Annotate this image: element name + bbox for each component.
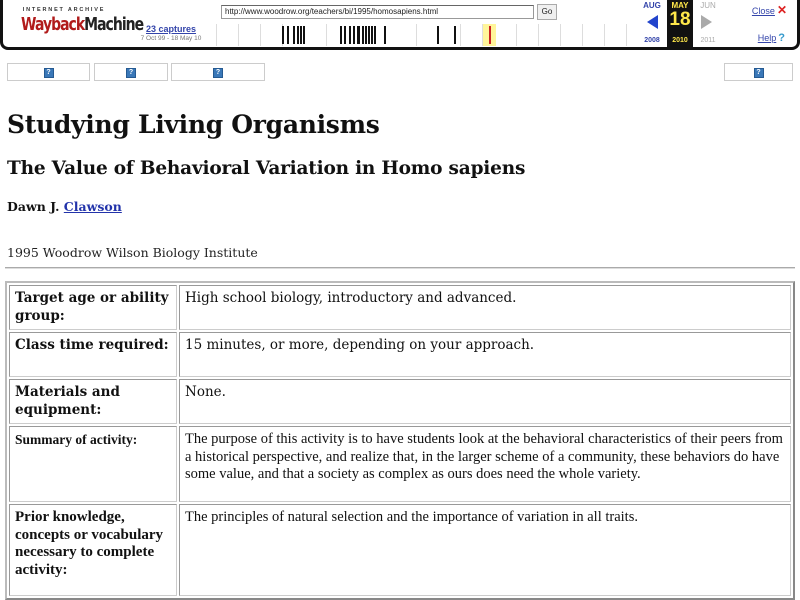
- captures-link[interactable]: 23 captures: [145, 24, 197, 34]
- broken-image-icon: ?: [126, 68, 136, 78]
- internet-archive-label: INTERNET ARCHIVE: [22, 7, 106, 13]
- page-title: Studying Living Organisms: [7, 110, 380, 139]
- next-arrow-icon: [701, 15, 712, 29]
- table-row: [9, 332, 791, 377]
- close-link[interactable]: Close: [751, 6, 775, 16]
- table-row: [9, 285, 791, 330]
- help-toolbar[interactable]: [758, 32, 785, 44]
- activity-info-table: [5, 281, 795, 600]
- help-link[interactable]: Help: [757, 33, 777, 43]
- row-value: High school biology, introductory and advanced.: [179, 285, 791, 330]
- current-capture-marker: [489, 26, 491, 44]
- help-icon[interactable]: ?: [778, 32, 785, 44]
- captures-range: 7 Oct 99 - 18 May 10: [140, 35, 202, 42]
- row-label: Materials and equipment:: [9, 379, 177, 424]
- next-capture: JUN 2011: [700, 1, 716, 44]
- broken-image-icon: ?: [213, 68, 223, 78]
- row-value: None.: [179, 379, 791, 424]
- capture-sparkline[interactable]: [216, 24, 638, 46]
- wayback-toolbar: [0, 0, 800, 50]
- current-capture: MAY 18 2010: [667, 0, 693, 47]
- url-input[interactable]: http://www.woodrow.org/teachers/bi/1995/homosapiens.html: [221, 5, 534, 19]
- wayback-logo[interactable]: [21, 7, 144, 41]
- nav-button-3[interactable]: [171, 63, 265, 81]
- row-value: The purpose of this activity is to have students look at the behavioral characteristics of their peers from a historical perspective, and realize that, in the larger scheme of a community, these behaviors do have some value, and that a society as complex as ours does need the whole variety.: [179, 426, 791, 502]
- institute: 1995 Woodrow Wilson Biology Institute: [7, 245, 258, 260]
- page-subtitle: The Value of Behavioral Variation in Homo sapiens: [7, 158, 526, 179]
- capture-calendar: [639, 0, 723, 47]
- go-button[interactable]: Go: [537, 4, 557, 20]
- nav-button-4[interactable]: [724, 63, 793, 81]
- wayback-machine-wordmark: WaybackMachine: [21, 15, 144, 35]
- prev-capture[interactable]: AUG 2008: [643, 1, 661, 44]
- close-toolbar[interactable]: [752, 3, 787, 17]
- broken-image-icon: ?: [44, 68, 54, 78]
- close-icon[interactable]: ✕: [776, 3, 787, 17]
- row-label: Prior knowledge, concepts or vocabulary necessary to complete activity:: [9, 504, 177, 596]
- nav-button-2[interactable]: [94, 63, 168, 81]
- author-first-name: Dawn J.: [7, 199, 64, 214]
- author: [7, 199, 122, 214]
- captures-summary: [131, 24, 211, 42]
- current-day: 18: [669, 9, 691, 30]
- table-row: [9, 379, 791, 424]
- nav-button-1[interactable]: [7, 63, 90, 81]
- author-link[interactable]: Clawson: [63, 199, 122, 214]
- prev-arrow-icon[interactable]: [647, 15, 658, 29]
- row-label: Target age or ability group:: [9, 285, 177, 330]
- table-row: [9, 504, 791, 596]
- row-value: 15 minutes, or more, depending on your approach.: [179, 332, 791, 377]
- row-label: Class time required:: [9, 332, 177, 377]
- broken-image-icon: ?: [754, 68, 764, 78]
- row-value: The principles of natural selection and the importance of variation in all traits.: [179, 504, 791, 596]
- divider: [5, 267, 795, 269]
- nav-buttons: [0, 63, 800, 81]
- table-row: [9, 426, 791, 502]
- row-label: Summary of activity:: [9, 426, 177, 502]
